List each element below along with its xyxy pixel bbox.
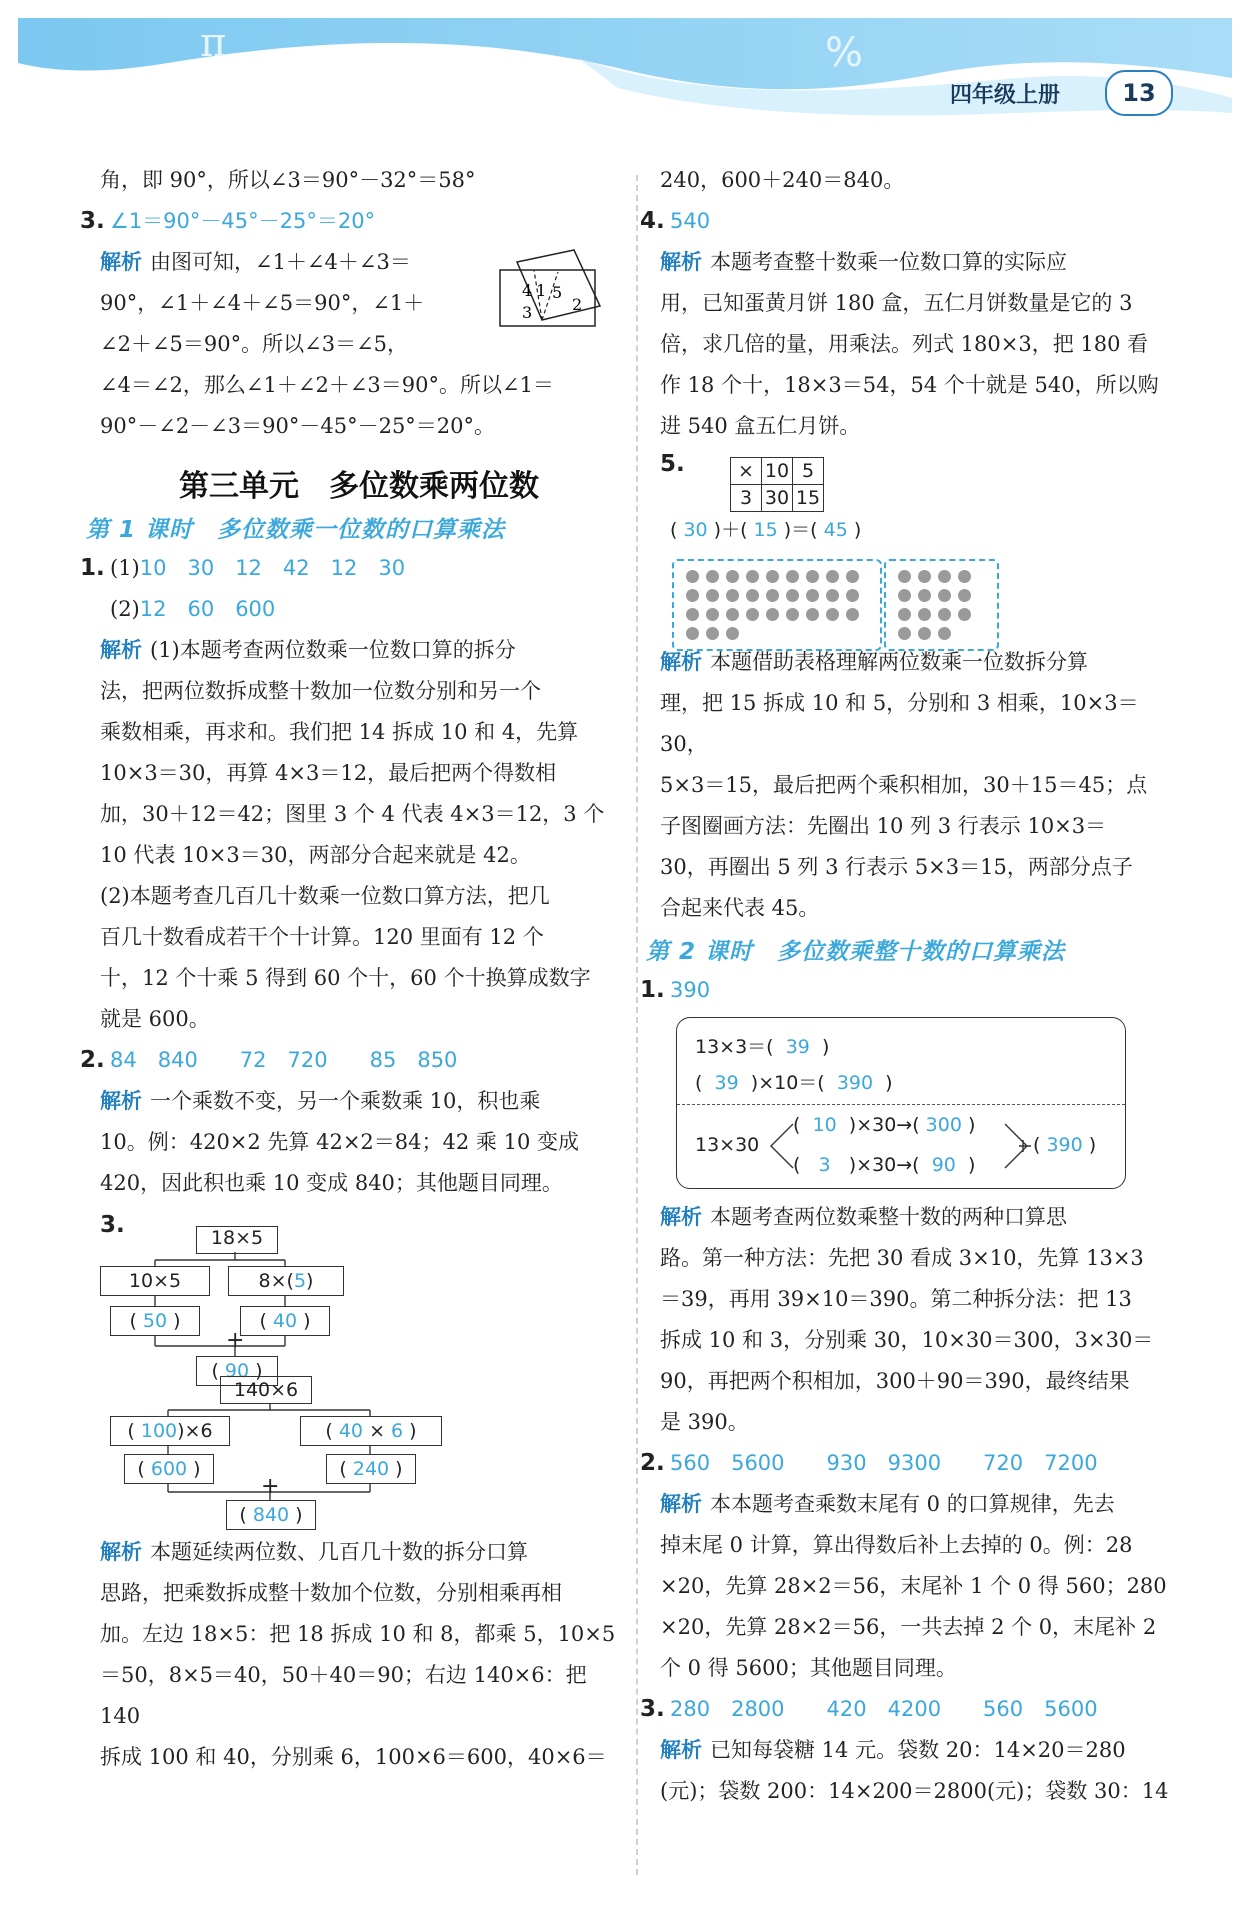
dot-diagram [672, 559, 999, 651]
table-cell: 5 [793, 458, 824, 485]
text-line: 10×3＝30，再算 4×3＝12，最后把两个得数相 [100, 761, 557, 785]
fig-label: 4 [522, 281, 533, 300]
dot [958, 570, 971, 583]
text-line: 用，已知蛋黄月饼 180 盒，五仁月饼数量是它的 3 [660, 291, 1133, 315]
merge-lines [1003, 1116, 1033, 1176]
grade-label: 四年级上册 [950, 83, 1061, 108]
unit-title: 第三单元 多位数乘两位数 [179, 469, 539, 504]
value-box: ( 840 ) [226, 1500, 316, 1530]
answer: ∠1＝90°－45°－25°＝20° [110, 209, 376, 233]
dot [686, 570, 699, 583]
fig-label: 1 [536, 281, 547, 300]
angle-figure [492, 248, 612, 348]
dot [706, 627, 719, 640]
table-cell: 10 [762, 458, 793, 485]
text-line: (元)；袋数 200：14×200＝2800(元)；袋数 30：14 [660, 1779, 1169, 1803]
dot [686, 608, 699, 621]
calc-box [676, 1017, 1126, 1189]
dot [686, 627, 699, 640]
calc-line: ( 3 )×30→( 90 ) [793, 1154, 976, 1176]
dot [826, 589, 839, 602]
analysis-label: 解析 [660, 650, 702, 674]
dot [938, 570, 951, 583]
dot [918, 589, 931, 602]
analysis-label: 解析 [660, 1492, 702, 1516]
dot [918, 570, 931, 583]
lesson-title: 第 1 课时 多位数乘一位数的口算乘法 [86, 517, 506, 543]
dot [898, 627, 911, 640]
plus-sign: + [226, 1328, 245, 1353]
text-line: 加。左边 18×5：把 18 拆成 10 和 8，都乘 5，10×5 [100, 1622, 616, 1646]
expr-box: 140×6 [220, 1376, 312, 1404]
table-cell: 30 [762, 485, 793, 512]
dot [918, 627, 931, 640]
dot [686, 589, 699, 602]
dot [786, 570, 799, 583]
dashed-separator [677, 1104, 1125, 1105]
value-box: ( 240 ) [326, 1454, 416, 1484]
dot [938, 627, 951, 640]
calc-line: 13×30 [695, 1134, 760, 1156]
answer: 540 [670, 209, 711, 233]
text-line: 加，30＋12＝42；图里 3 个 4 代表 4×3＝12，3 个 [100, 802, 605, 826]
dot [746, 589, 759, 602]
dot [786, 589, 799, 602]
text-line: 乘数相乘，再求和。我们把 14 拆成 10 和 4，先算 [100, 720, 579, 744]
analysis-label: 解析 [100, 250, 142, 274]
dot [766, 608, 779, 621]
text-line: 已知每袋糖 14 元。袋数 20：14×20＝280 [710, 1738, 1126, 1762]
dot [918, 608, 931, 621]
calc-line: 13×3＝( 39 ) [695, 1036, 830, 1058]
value-box: ( 50 ) [110, 1306, 200, 1336]
text-line: 理，把 15 拆成 10 和 5，分别和 3 相乘，10×3＝30， [660, 691, 1139, 756]
fig-label: 3 [522, 303, 533, 322]
dot [766, 589, 779, 602]
text-line: ∠4＝∠2，那么∠1＋∠2＋∠3＝90°。所以∠1＝ [100, 373, 554, 397]
deco-percent: % [825, 30, 864, 76]
answer: 84 840 72 720 85 850 [110, 1048, 458, 1072]
text-line: ×20，先算 28×2＝56，末尾补 1 个 0 得 560；280 [660, 1574, 1167, 1598]
question-number: 2. [80, 1047, 105, 1073]
dot [958, 589, 971, 602]
fig-label: 2 [572, 295, 583, 314]
text-line: 420，因此积也乘 10 变成 840；其他题目同理。 [100, 1171, 563, 1195]
text-line: 合起来代表 45。 [660, 896, 820, 920]
dot [958, 608, 971, 621]
branch-lines [765, 1116, 795, 1176]
question-number: 4. [640, 208, 665, 234]
text-line: (1)本题考查两位数乘一位数口算的拆分 [150, 638, 516, 662]
analysis-label: 解析 [660, 1738, 702, 1762]
answer: 10 30 12 42 12 30 [139, 556, 406, 580]
answer: 560 5600 930 9300 720 7200 [670, 1451, 1098, 1475]
text-line: 进 540 盒五仁月饼。 [660, 414, 861, 438]
table-cell: 15 [793, 485, 824, 512]
question-number: 3. [640, 1696, 665, 1722]
text-line: 十，12 个十乘 5 得到 60 个十，60 个十换算成数字 [100, 966, 591, 990]
text-line: 是 390。 [660, 1410, 749, 1434]
text-line: 本题延续两位数、几百几十数的拆分口算 [150, 1540, 528, 1564]
text-line: 作 18 个十，18×3＝54，54 个十就是 540，所以购 [660, 373, 1159, 397]
column-divider [636, 175, 638, 1875]
dot-group-10x3 [672, 559, 882, 651]
dot-group-5x3 [884, 559, 999, 651]
text-line: 90，再把两个积相加，300＋90＝390，最终结果 [660, 1369, 1130, 1393]
text-line: 法，把两位数拆成整十数加一位数分别和另一个 [100, 679, 541, 703]
text-line: 30，再圈出 5 列 3 行表示 5×3＝15，两部分点子 [660, 855, 1133, 879]
dot [706, 608, 719, 621]
text-line: 路。第一种方法：先把 30 看成 3×10，先算 13×3 [660, 1246, 1144, 1270]
dot [766, 570, 779, 583]
dot [846, 570, 859, 583]
right-column [640, 160, 1180, 1812]
dot [938, 608, 951, 621]
question-number: 3. [100, 1212, 125, 1238]
dot [726, 608, 739, 621]
text-line: 百几十数看成若干个十计算。120 里面有 12 个 [100, 925, 544, 949]
analysis-label: 解析 [660, 250, 702, 274]
answer: 390 [670, 978, 711, 1002]
value-box: ( 600 ) [124, 1454, 214, 1484]
text-line: 90°，∠1＋∠4＋∠5＝90°，∠1＋ [100, 291, 425, 315]
table-cell: × [731, 458, 762, 485]
text-line: 角，即 90°，所以∠3＝90°－32°＝58° [100, 168, 476, 192]
lesson-title: 第 2 课时 多位数乘整十数的口算乘法 [646, 939, 1066, 965]
text-line: (2)本题考查几百几十数乘一位数口算方法，把几 [100, 884, 550, 908]
value-box: ( 40 ) [240, 1306, 330, 1336]
text-line: 子图圈画方法：先圈出 10 列 3 行表示 10×3＝ [660, 814, 1107, 838]
analysis-label: 解析 [100, 638, 142, 662]
dot [806, 608, 819, 621]
dot [746, 570, 759, 583]
text-line: ∠2＋∠5＝90°。所以∠3＝∠5， [100, 332, 409, 356]
answer: 280 2800 420 4200 560 5600 [670, 1697, 1098, 1721]
value-box: ( 90 ) [196, 1356, 278, 1386]
text-line: 倍，求几倍的量，用乘法。列式 180×3，把 180 看 [660, 332, 1149, 356]
expr-box: 8×(5) [228, 1266, 344, 1296]
text-line: 本题借助表格理解两位数乘一位数拆分算 [710, 650, 1088, 674]
sub-label: (1) [110, 556, 140, 580]
text-line: 拆成 100 和 40，分别乘 6，100×6＝600，40×6＝ [100, 1745, 607, 1769]
text-line: ×20，先算 28×2＝56，一共去掉 2 个 0，末尾补 2 [660, 1615, 1157, 1639]
calc-line: ( 390 ) [1033, 1134, 1097, 1156]
text-line: 就是 600。 [100, 1007, 210, 1031]
text-line: 本题考查整十数乘一位数口算的实际应 [710, 250, 1067, 274]
question-number: 3. [80, 208, 105, 234]
question-number: 5. [660, 451, 685, 477]
text-line: 个 0 得 5600；其他题目同理。 [660, 1656, 957, 1680]
text-line: 一个乘数不变，另一个乘数乘 10，积也乘 [150, 1089, 541, 1113]
mult-table [730, 457, 824, 512]
text-line: 本题考查两位数乘整十数的两种口算思 [710, 1205, 1067, 1229]
dot [826, 608, 839, 621]
question-number: 2. [640, 1450, 665, 1476]
text-line: 本本题考查乘数末尾有 0 的口算规律，先去 [710, 1492, 1115, 1516]
dot [726, 627, 739, 640]
dot [726, 570, 739, 583]
q5-equation: ( 30 )＋( 15 )＝( 45 ) [670, 519, 862, 541]
dot [898, 589, 911, 602]
dot [706, 589, 719, 602]
dot [726, 589, 739, 602]
dot [826, 570, 839, 583]
text-line: ＝50，8×5＝40，50＋40＝90；右边 140×6：把 140 [100, 1663, 587, 1728]
question-number: 1. [640, 977, 665, 1003]
text-line: ＝39，再用 39×10＝390。第二种拆分法：把 13 [660, 1287, 1132, 1311]
answer: 12 60 600 [139, 597, 276, 621]
question-number: 1. [80, 555, 105, 581]
expr-box: ( 100)×6 [110, 1416, 230, 1446]
left-column [80, 160, 618, 1778]
analysis-label: 解析 [100, 1540, 142, 1564]
dot [786, 608, 799, 621]
text-line: 由图可知，∠1＋∠4＋∠3＝ [150, 250, 411, 274]
plus-sign: + [261, 1474, 280, 1499]
expr-box: 10×5 [100, 1266, 210, 1296]
dot [806, 570, 819, 583]
dot [746, 608, 759, 621]
expr-box: 18×5 [196, 1226, 278, 1254]
text-line: 10 代表 10×3＝30，两部分合起来就是 42。 [100, 843, 531, 867]
analysis-label: 解析 [100, 1089, 142, 1113]
dot [706, 570, 719, 583]
dot [898, 608, 911, 621]
calc-line: ( 39 )×10＝( 390 ) [695, 1072, 893, 1094]
text-line: 240，600＋240＝840。 [660, 168, 905, 192]
dot [846, 608, 859, 621]
deco-pi: π [200, 20, 227, 66]
q5-figure [660, 447, 1180, 642]
dot [806, 589, 819, 602]
calc-line: ( 10 )×30→( 300 ) [793, 1114, 976, 1136]
dot [898, 570, 911, 583]
text-line: 5×3＝15，最后把两个乘积相加，30＋15＝45；点 [660, 773, 1148, 797]
text-line: 90°－∠2－∠3＝90°－45°－25°＝20°。 [100, 414, 496, 438]
dot [938, 589, 951, 602]
text-line: 掉末尾 0 计算，算出得数后补上去掉的 0。例：28 [660, 1533, 1133, 1557]
text-line: 拆成 10 和 3，分别乘 30，10×30＝300，3×30＝ [660, 1328, 1154, 1352]
text-line: 10。例：420×2 先算 42×2＝84；42 乘 10 变成 [100, 1130, 579, 1154]
analysis-label: 解析 [660, 1205, 702, 1229]
page-number: 13 [1105, 70, 1173, 116]
sub-label: (2) [110, 597, 140, 621]
fig-label: 5 [552, 283, 563, 302]
text-line: 思路，把乘数拆成整十数加个位数，分别相乘再相 [100, 1581, 562, 1605]
table-cell: 3 [731, 485, 762, 512]
split-trees [100, 1210, 618, 1532]
expr-box: ( 40 × 6 ) [300, 1416, 442, 1446]
dot [846, 589, 859, 602]
